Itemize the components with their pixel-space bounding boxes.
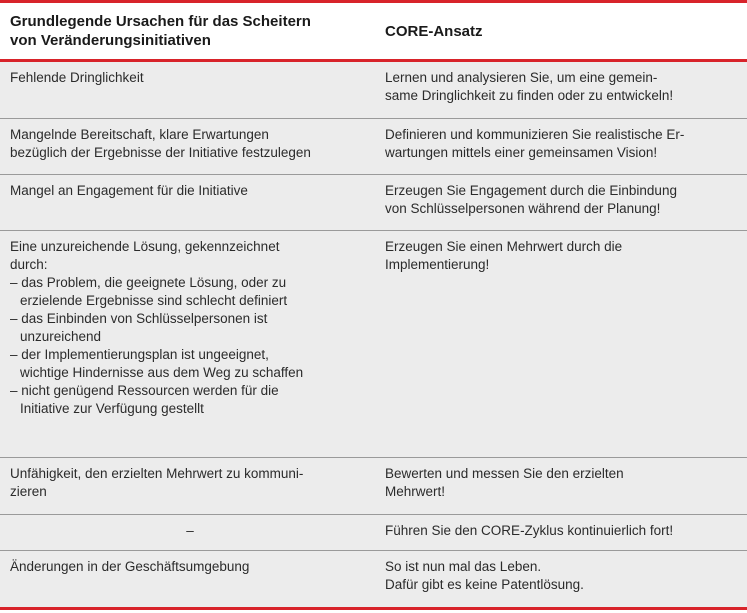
header-causes-line: von Veränderungsinitiativen [10,32,211,49]
approach-text: Erzeugen Sie einen Mehrwert durch die [385,239,623,254]
cause-text: Änderungen in der Geschäftsumgebung [10,559,250,574]
cause-text: Mangelnde Bereitschaft, klare Erwartungen [10,127,269,142]
cause-text: wichtige Hindernisse aus dem Weg zu schaffen [20,365,304,380]
cause-text: zieren [10,484,47,499]
header-causes [10,3,370,59]
cause-text: bezüglich der Ergebnisse der Initiative festzulegen [10,145,311,160]
cause-text: durch: [10,257,48,272]
table-row [0,458,747,515]
approach-text: Bewerten und messen Sie den erzielten [385,466,624,481]
cause-text: Unfähigkeit, den erzielten Mehrwert zu kommuni- [10,466,304,481]
header-core: CORE-Ansatz [385,22,483,40]
cause-cell [10,238,370,418]
bottom-rule [0,607,747,610]
table-row [0,551,747,607]
table-header [0,3,747,59]
approach-text: wartungen mittels einer gemeinsamen Vision! [385,145,658,160]
table-row [0,119,747,175]
cause-bullet: – der Implementierungsplan ist ungeeignet, [10,347,269,362]
table-row [0,62,747,119]
approach-text: same Dringlichkeit zu finden oder zu entwickeln! [385,88,674,103]
cause-bullet: – nicht genügend Ressourcen werden für die [10,383,279,398]
table-row [0,231,747,458]
table-row [0,175,747,231]
cause-text: Fehlende Dringlichkeit [10,70,144,85]
approach-cell [385,182,740,218]
cause-cell [10,465,370,501]
cause-text: erzielende Ergebnisse sind schlecht definiert [20,293,288,308]
approach-cell [385,465,740,501]
approach-text: Lernen und analysieren Sie, um eine gemein- [385,70,658,85]
cause-cell [10,182,370,200]
approach-text: Implementierung! [385,257,490,272]
cause-cell [10,126,370,162]
approach-cell [385,522,740,540]
cause-text: unzureichend [20,329,102,344]
cause-text: Eine unzureichende Lösung, gekennzeichnet [10,239,280,254]
cause-bullet: – das Problem, die geeignete Lösung, oder zu [10,275,287,290]
approach-text: von Schlüsselpersonen während der Planung! [385,201,661,216]
approach-cell [385,558,740,594]
approach-text: So ist nun mal das Leben. [385,559,542,574]
table-row [0,515,747,551]
approach-text: Definieren und kommunizieren Sie realistische Er- [385,127,685,142]
approach-text: Führen Sie den CORE-Zyklus kontinuierlich fort! [385,523,674,538]
cause-text: Initiative zur Verfügung gestellt [20,401,204,416]
approach-text: Mehrwert! [385,484,446,499]
approach-text: Dafür gibt es keine Patentlösung. [385,577,584,592]
approach-text: Erzeugen Sie Engagement durch die Einbindung [385,183,677,198]
cause-cell [10,558,370,576]
approach-cell [385,126,740,162]
approach-cell [385,238,740,274]
cause-text: – [186,523,194,538]
approach-cell [385,69,740,105]
header-causes-line: Grundlegende Ursachen für das Scheitern [10,13,311,30]
cause-text: Mangel an Engagement für die Initiative [10,183,248,198]
cause-bullet: – das Einbinden von Schlüsselpersonen ist [10,311,268,326]
cause-cell [10,69,370,87]
cause-cell [0,522,380,540]
